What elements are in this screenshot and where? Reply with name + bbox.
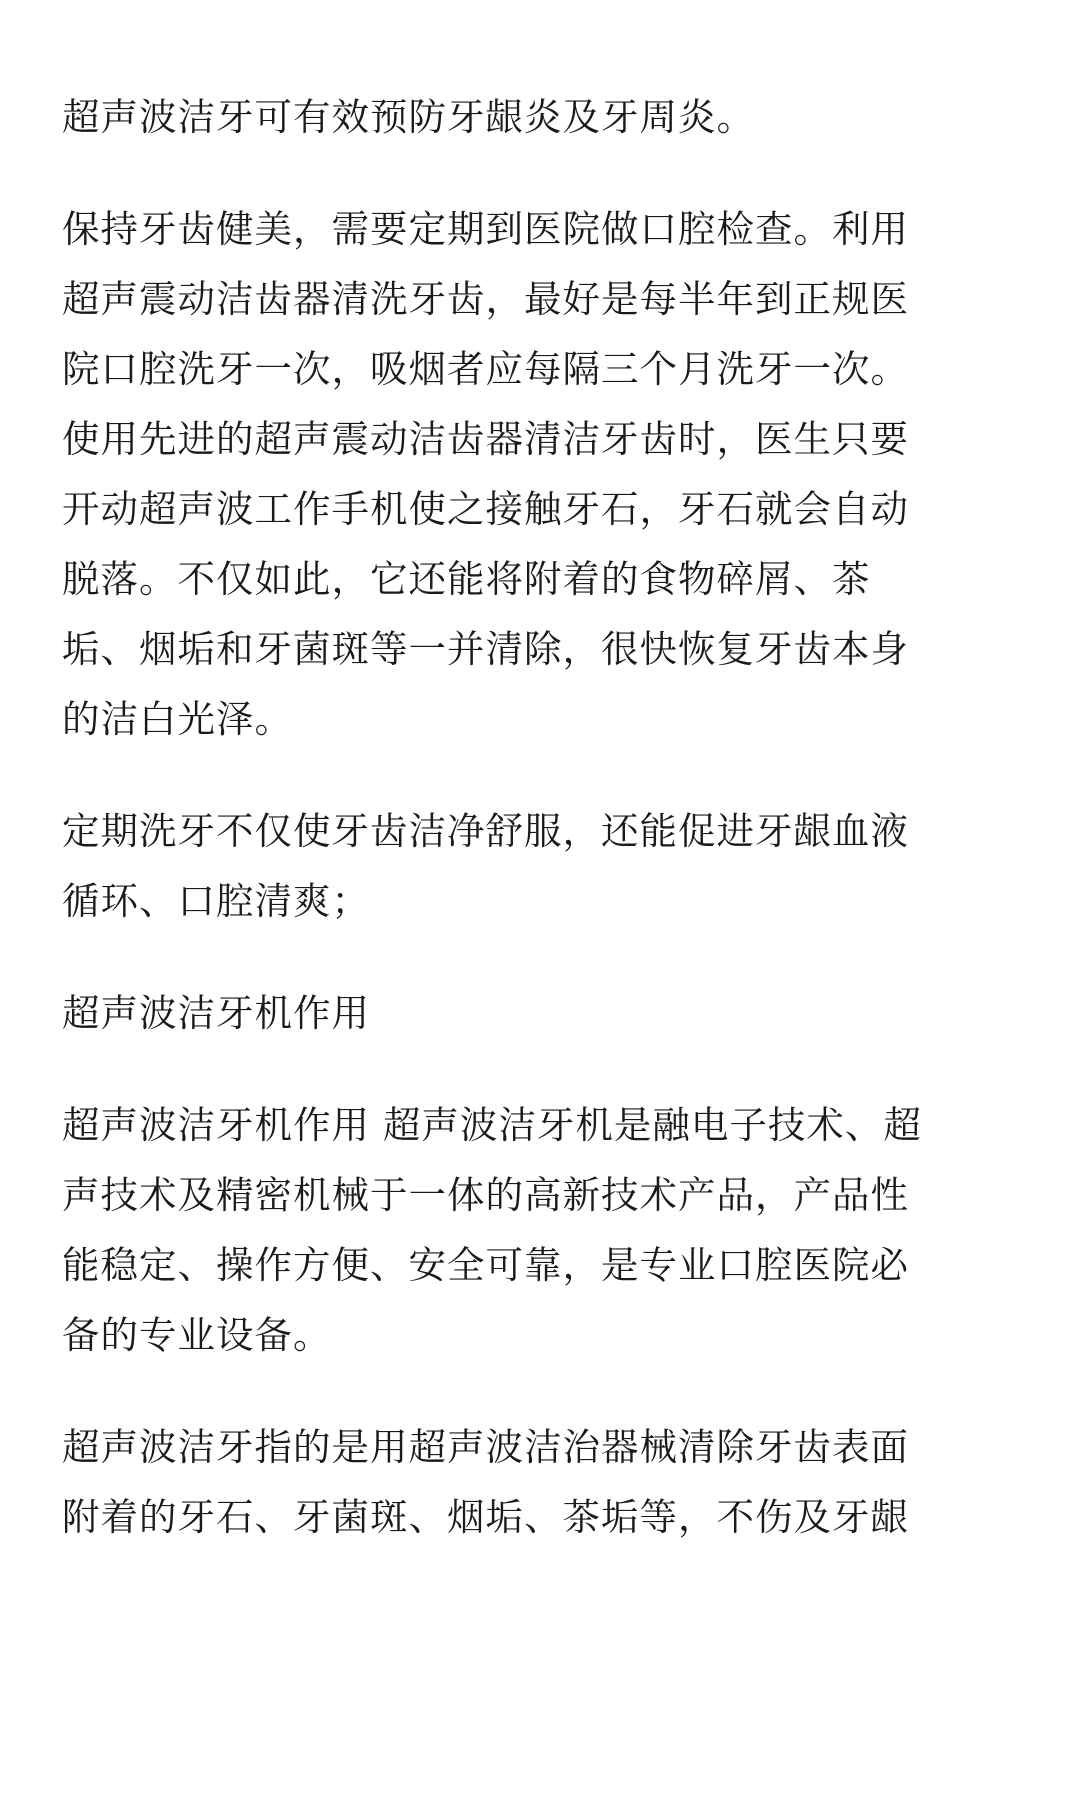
paragraph-intro: 超声波洁牙可有效预防牙龈炎及牙周炎。 <box>62 95 755 139</box>
section-heading: 超声波洁牙机作用 <box>62 991 370 1035</box>
paragraph-checkup: 保持牙齿健美，需要定期到医院做口腔检查。利用 超声震动洁齿器清洗牙齿，最好是每半年到正规医 院口腔洗牙一次，吸烟者应每隔三个月洗牙一次。 使用先进的超声震动洁齿器清洁牙齿时，医生只要 开动超声波工作手机使之接触牙石，牙石就会自动 脱落。不仅如此，它还能将附着的食物碎屑、茶 垢、烟垢和牙菌斑等一并清除，很快恢复牙齿本身 的洁白光泽。 <box>62 207 909 741</box>
paragraph-definition: 超声波洁牙指的是用超声波洁治器械清除牙齿表面 附着的牙石、牙菌斑、烟垢、茶垢等，不伤及牙龈 <box>62 1425 909 1539</box>
paragraph-benefits: 定期洗牙不仅使牙齿洁净舒服，还能促进牙龈血液 循环、口腔清爽； <box>62 809 909 923</box>
paragraph-device: 超声波洁牙机作用 超声波洁牙机是融电子技术、超 声技术及精密机械于一体的高新技术产品，产品性 能稳定、操作方便、安全可靠，是专业口腔医院必 备的专业设备。 <box>62 1103 922 1357</box>
article-body <box>62 82 1018 1594</box>
